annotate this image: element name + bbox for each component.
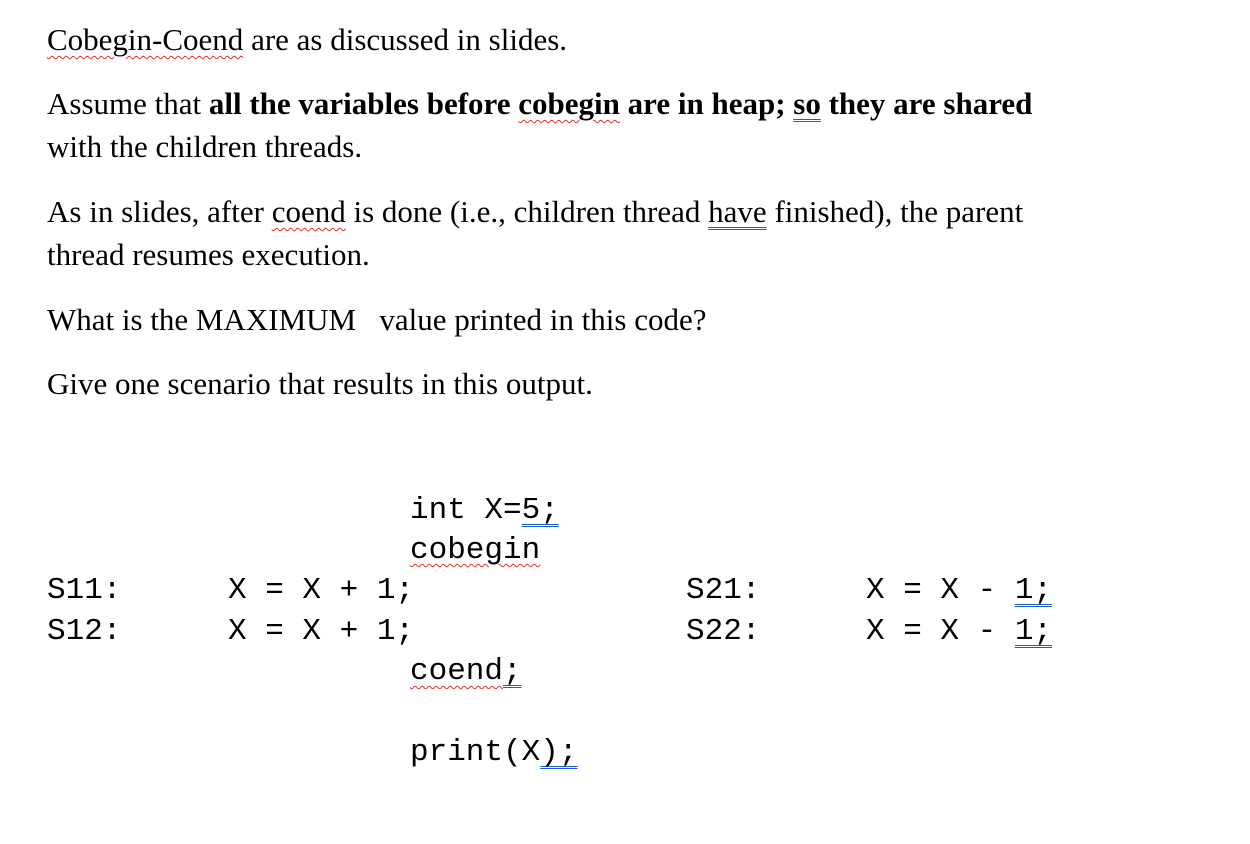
intro-text: are as discussed in slides. [243,22,568,57]
stmt-s22-rhs: 1; [1014,614,1053,649]
resume-tail: finished), the parent [766,194,1024,229]
paragraph-assumption [47,82,1032,168]
assumption-bold-shared: they are shared [820,86,1033,121]
decl-value: 5; [521,493,559,528]
stmt-s21-rhs: 1; [1014,573,1053,608]
resume-line2: thread resumes execution. [47,237,370,272]
print-tail: ); [540,735,578,770]
paragraph-intro [47,18,567,61]
paragraph-resume [47,190,1023,276]
assumption-line2: with the children threads. [47,129,363,164]
stmt-s22 [866,612,1052,652]
question-maximum: What is the MAXIMUM value printed in this code? [47,302,707,337]
resume-lead: As in slides, after [47,194,272,229]
assumption-lead: Assume that [47,86,209,121]
code-decl [410,491,559,531]
code-coend [410,652,522,692]
stmt-s21-lhs: X = X - [866,573,1015,608]
coend-semicolon: ; [503,654,522,689]
label-s21: S21: [686,573,761,608]
resume-mid: is done (i.e., children thread [345,194,709,229]
stmt-s11: X = X + 1; [228,573,415,608]
coend-keyword: coend [410,654,504,689]
code-cobegin: cobegin [410,533,541,568]
code-print [410,733,577,773]
assumption-bold-so: so [793,86,821,121]
resume-have: have [708,194,767,229]
term-cobegin-coend: Cobegin-Coend [47,22,244,57]
assumption-bold-before: all the variables before [208,86,519,121]
assumption-bold-cobegin: cobegin [518,86,620,121]
stmt-s22-lhs: X = X - [866,614,1015,649]
label-s12: S12: [47,614,122,649]
print-call: print(X [410,735,541,770]
stmt-s12: X = X + 1; [228,614,415,649]
label-s22: S22: [686,614,761,649]
resume-coend: coend [271,194,346,229]
label-s11: S11: [47,573,122,608]
assumption-bold-heap: are in heap; [619,86,794,121]
decl-text: int X= [410,493,522,528]
stmt-s21 [866,571,1052,611]
question-scenario: Give one scenario that results in this output. [47,366,593,401]
